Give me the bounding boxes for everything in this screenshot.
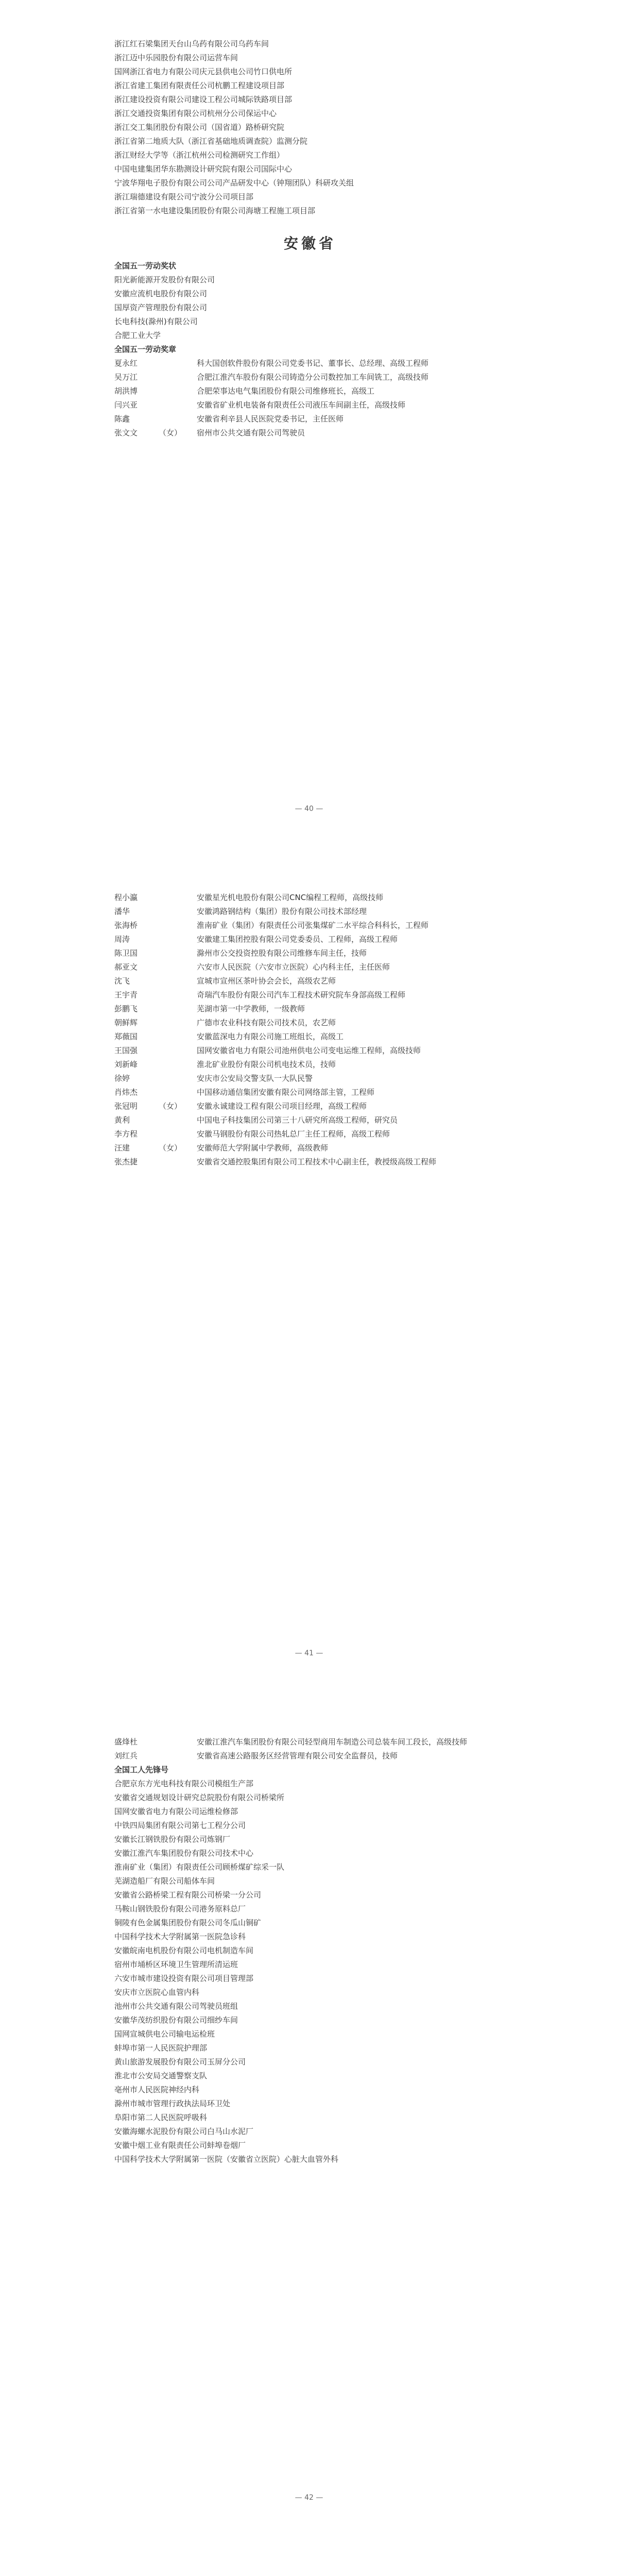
page-42 xyxy=(0,1689,618,2533)
unit-name: 淮南矿业（集团）有限责任公司顾桥煤矿综采一队 xyxy=(114,1862,285,1872)
honoree-title: 奇瑞汽车股份有限公司汽车工程技术研究院车身部高级工程师 xyxy=(197,990,406,999)
honoree-title: 滁州市公交投资控股有限公司维修车间主任，技师 xyxy=(197,948,367,958)
unit-name: 蚌埠市第一人民医院护理部 xyxy=(114,2043,208,2053)
unit-list-top xyxy=(114,37,506,218)
unit-name: 黄山旅游发展股份有限公司玉屏分公司 xyxy=(114,2057,246,2066)
honoree-row xyxy=(114,988,506,1002)
honoree-row xyxy=(114,370,506,384)
honoree-name: 彭鹏飞 xyxy=(114,1004,138,1013)
honoree-name: 郑薇国 xyxy=(114,1032,138,1041)
unit-name: 国厚资产管理股份有限公司 xyxy=(114,303,208,312)
unit-name: 安徽江淮汽车集团股份有限公司技术中心 xyxy=(114,1849,254,1858)
honoree-row xyxy=(114,905,506,919)
unit-name: 国网浙江省电力有限公司庆元县供电公司竹口供电所 xyxy=(114,67,293,76)
honoree-name: 胡洪博 xyxy=(114,386,138,396)
honoree-title: 安徽省利辛县人民医院党委书记，主任医师 xyxy=(197,414,344,423)
unit-name: 国网安徽省电力有限公司运维检修部 xyxy=(114,1807,238,1816)
honoree-row xyxy=(114,1086,506,1099)
page-41 xyxy=(0,844,618,1689)
unit-name: 池州市公共交通有限公司驾驶员班组 xyxy=(114,2002,238,2011)
unit-name: 国网宣城供电公司输电运检班 xyxy=(114,2029,215,2039)
honoree-title: 安徽蓝深电力有限公司施工班组长，高级工 xyxy=(197,1032,344,1041)
province-title: 安徽省 xyxy=(283,235,336,252)
honoree-name: 张海桥 xyxy=(114,921,138,930)
honoree-name: 汪建 xyxy=(114,1143,130,1153)
honoree-row xyxy=(114,398,506,412)
honoree-title: 芜湖市第一中学教师，一级教师 xyxy=(197,1004,305,1013)
honoree-row xyxy=(114,426,506,440)
unit-name: 安徽皖南电机股份有限公司电机制造车间 xyxy=(114,1946,254,1955)
honoree-name: 张文文 xyxy=(114,428,138,437)
honoree-title: 合肥荣事达电气集团股份有限公司维修班长，高级工 xyxy=(197,386,375,396)
honoree-name: 陈鑫 xyxy=(114,414,130,423)
honoree-title: 安徽省交通控股集团有限公司工程技术中心副主任，教授级高级工程师 xyxy=(197,1157,437,1166)
unit-name: 浙江财经大学等（浙江杭州公司检测研究工作组） xyxy=(114,150,285,160)
honoree-title: 六安市人民医院（六安市立医院）心内科主任，主任医师 xyxy=(197,962,390,972)
honoree-row xyxy=(114,960,506,974)
honoree-row xyxy=(114,1141,506,1155)
honoree-name: 盛烽杜 xyxy=(114,1737,138,1747)
unit-name: 中国电建集团华东勘测设计研究院有限公司国际中心 xyxy=(114,164,293,174)
honoree-name: 王国强 xyxy=(114,1046,138,1055)
honoree-row xyxy=(114,1072,506,1086)
honoree-title: 中国移动通信集团安徽有限公司网络部主管，工程师 xyxy=(197,1088,375,1097)
honoree-name: 周涛 xyxy=(114,935,130,944)
honoree-title: 安徽省矿业机电装备有限责任公司液压车间副主任，高级技师 xyxy=(197,400,406,410)
unit-name: 长电科技(滁州)有限公司 xyxy=(114,317,198,326)
award-medal-list-cont xyxy=(114,891,506,1169)
honoree-row xyxy=(114,412,506,426)
honoree-name: 潘华 xyxy=(114,907,130,916)
unit-name: 宁波华翔电子股份有限公司公司产品研发中心（钟翔团队）科研攻关组 xyxy=(114,178,354,188)
unit-name: 浙江建设投资有限公司建设工程公司城际铁路项目部 xyxy=(114,95,293,104)
unit-name: 浙江省建工集团有限责任公司杭鹏工程建设项目部 xyxy=(114,81,285,90)
honoree-title: 广德市农业科技有限公司技术员，农艺师 xyxy=(197,1018,336,1027)
honoree-title: 安徽建工集团控股有限公司党委委员、工程师，高级工程师 xyxy=(197,935,398,944)
unit-name: 安庆市立医院心血管内科 xyxy=(114,1988,200,1997)
award-plaque-list xyxy=(114,273,506,343)
page-number: — 41 — xyxy=(295,1649,323,1657)
honoree-name: 陈卫国 xyxy=(114,948,138,958)
honoree-name: 黄利 xyxy=(114,1115,130,1125)
honoree-name: 王宇青 xyxy=(114,990,138,999)
honoree-title: 宣城市宣州区茶叶协会会长，高级农艺师 xyxy=(197,976,336,986)
honoree-title: 安徽马钢股份有限公司热轧总厂主任工程师，高级工程师 xyxy=(197,1129,390,1139)
unit-name: 安徽海螺水泥股份有限公司白马山水泥厂 xyxy=(114,2127,254,2136)
unit-name: 安徽华茂纺织股份有限公司细纱车间 xyxy=(114,2015,238,2025)
pioneer-list xyxy=(114,1777,506,2166)
honoree-title: 安徽江淮汽车集团股份有限公司轻型商用车制造公司总装车间工段长，高级技师 xyxy=(197,1737,468,1747)
honoree-name: 张杰捷 xyxy=(114,1157,138,1166)
honoree-title: 安庆市公安局交警支队一大队民警 xyxy=(197,1074,313,1083)
honoree-name: 吴万江 xyxy=(114,372,138,382)
unit-name: 滁州市城市管理行政执法局环卫处 xyxy=(114,2099,231,2108)
page1-content xyxy=(114,37,506,440)
honoree-title: 宿州市公共交通有限公司驾驶员 xyxy=(197,428,305,437)
award-medal-list xyxy=(114,357,506,440)
honoree-title: 淮南矿业（集团）有限责任公司张集煤矿二水平综合科科长，工程师 xyxy=(197,921,429,930)
honoree-title: 安徽省高速公路服务区经营管理有限公司安全监督员，技师 xyxy=(197,1751,398,1760)
honoree-note: （女） xyxy=(159,428,182,437)
honoree-row xyxy=(114,1735,506,1749)
honoree-row xyxy=(114,1044,506,1058)
honoree-title: 合肥江淮汽车股份有限公司铸造分公司数控加工车间铣工，高级技师 xyxy=(197,372,429,382)
honoree-name: 沈飞 xyxy=(114,976,130,986)
unit-name: 六安市城市建设投资有限公司项目管理部 xyxy=(114,1974,254,1983)
honoree-row xyxy=(114,1058,506,1072)
unit-name: 中国科学技术大学附属第一医院（安徽省立医院）心脏大血管外科 xyxy=(114,2155,339,2164)
honoree-name: 程小瀛 xyxy=(114,893,138,902)
honoree-name: 夏永红 xyxy=(114,359,138,368)
unit-name: 浙江省第二地质大队（浙江省基础地质调查院）监测分院 xyxy=(114,137,308,146)
page-number: — 40 — xyxy=(295,805,323,813)
page-43 xyxy=(0,2533,618,2576)
award-medal-list-cont xyxy=(114,1735,506,1763)
honoree-name: 李方程 xyxy=(114,1129,138,1139)
unit-name: 安徽省公路桥梁工程有限公司桥梁一分公司 xyxy=(114,1890,262,1900)
honoree-name: 刘新峰 xyxy=(114,1060,138,1069)
unit-name: 浙江迈中乐园股份有限公司运营车间 xyxy=(114,53,238,62)
unit-name: 中铁四局集团有限公司第七工程分公司 xyxy=(114,1821,246,1830)
honoree-title: 安徽鸿路钢结构（集团）股份有限公司技术部经理 xyxy=(197,907,367,916)
unit-name: 安徽应流机电股份有限公司 xyxy=(114,289,208,298)
honoree-row xyxy=(114,1749,506,1763)
honoree-row xyxy=(114,357,506,370)
honoree-row xyxy=(114,1002,506,1016)
honoree-name: 肖炜杰 xyxy=(114,1088,138,1097)
honoree-row xyxy=(114,1155,506,1169)
honoree-row xyxy=(114,1127,506,1141)
unit-name: 阜阳市第二人民医院呼吸科 xyxy=(114,2113,208,2122)
honoree-row xyxy=(114,933,506,946)
honoree-title: 安徽星光机电股份有限公司CNC编程工程师，高级技师 xyxy=(197,893,384,902)
unit-name: 合肥工业大学 xyxy=(114,331,161,340)
honoree-name: 张冠明 xyxy=(114,1101,138,1111)
honoree-row xyxy=(114,1016,506,1030)
honoree-title: 科大国创软件股份有限公司党委书记、董事长、总经理、高级工程师 xyxy=(197,359,429,368)
honoree-note: （女） xyxy=(159,1101,182,1111)
unit-name: 浙江省第一水电建设集团股份有限公司海塘工程施工项目部 xyxy=(114,206,316,215)
unit-name: 亳州市人民医院神经内科 xyxy=(114,2085,200,2094)
unit-name: 合肥京东方光电科技有限公司模组生产部 xyxy=(114,1779,254,1788)
unit-name: 浙江交通投资集团有限公司杭州分公司保运中心 xyxy=(114,109,277,118)
unit-name: 芜湖造船厂有限公司船体车间 xyxy=(114,1876,215,1886)
honoree-name: 朝鲜辉 xyxy=(114,1018,138,1027)
unit-name: 安徽省交通规划设计研究总院股份有限公司桥梁所 xyxy=(114,1793,285,1802)
honoree-row xyxy=(114,1030,506,1044)
unit-name: 安徽长江钢铁股份有限公司炼钢厂 xyxy=(114,1835,231,1844)
unit-name: 浙江红石梁集团天台山乌药有限公司乌药车间 xyxy=(114,39,269,48)
honoree-name: 郝亚文 xyxy=(114,962,138,972)
honoree-row xyxy=(114,384,506,398)
honoree-row xyxy=(114,946,506,960)
honoree-title: 国网安徽省电力有限公司池州供电公司变电运维工程师，高级技师 xyxy=(197,1046,421,1055)
honoree-title: 淮北矿业股份有限公司机电技术员，技师 xyxy=(197,1060,336,1069)
section-title-pioneer: 全国工人先锋号 xyxy=(114,1765,169,1774)
honoree-title: 安徽师范大学附属中学教师，高级教师 xyxy=(197,1143,329,1153)
unit-name: 中国科学技术大学附属第一医院急诊科 xyxy=(114,1932,246,1941)
page3-content xyxy=(114,1735,506,2166)
honoree-row xyxy=(114,974,506,988)
section-title-award-medal: 全国五一劳动奖章 xyxy=(114,345,177,354)
unit-name: 宿州市埇桥区环境卫生管理所清运班 xyxy=(114,1960,238,1969)
honoree-title: 安徽永诚建设工程有限公司项目经理，高级工程师 xyxy=(197,1101,367,1111)
honoree-note: （女） xyxy=(159,1143,182,1153)
unit-name: 淮北市公安局交通警察支队 xyxy=(114,2071,208,2080)
unit-name: 浙江瑞德建设有限公司宁波分公司项目部 xyxy=(114,192,254,201)
unit-name: 铜陵有色金属集团股份有限公司冬瓜山铜矿 xyxy=(114,1918,262,1927)
honoree-row xyxy=(114,891,506,905)
page-40 xyxy=(0,0,618,844)
honoree-name: 刘红兵 xyxy=(114,1751,138,1760)
unit-name: 阳光新能源开发股份有限公司 xyxy=(114,275,215,284)
honoree-row xyxy=(114,919,506,933)
page2-content xyxy=(114,891,506,1169)
unit-name: 浙江交工集团股份有限公司（国省道）路桥研究院 xyxy=(114,123,285,132)
honoree-name: 闫兴亚 xyxy=(114,400,138,410)
honoree-row xyxy=(114,1113,506,1127)
honoree-row xyxy=(114,1099,506,1113)
honoree-name: 徐婷 xyxy=(114,1074,130,1083)
unit-name: 马鞍山钢铁股份有限公司港务原料总厂 xyxy=(114,1904,246,1913)
page-number: — 42 — xyxy=(295,2494,323,2502)
unit-name: 安徽中烟工业有限责任公司蚌埠卷烟厂 xyxy=(114,2141,246,2150)
honoree-title: 中国电子科技集团公司第三十八研究所高级工程师，研究员 xyxy=(197,1115,398,1125)
section-title-award-plaque: 全国五一劳动奖状 xyxy=(114,261,177,270)
